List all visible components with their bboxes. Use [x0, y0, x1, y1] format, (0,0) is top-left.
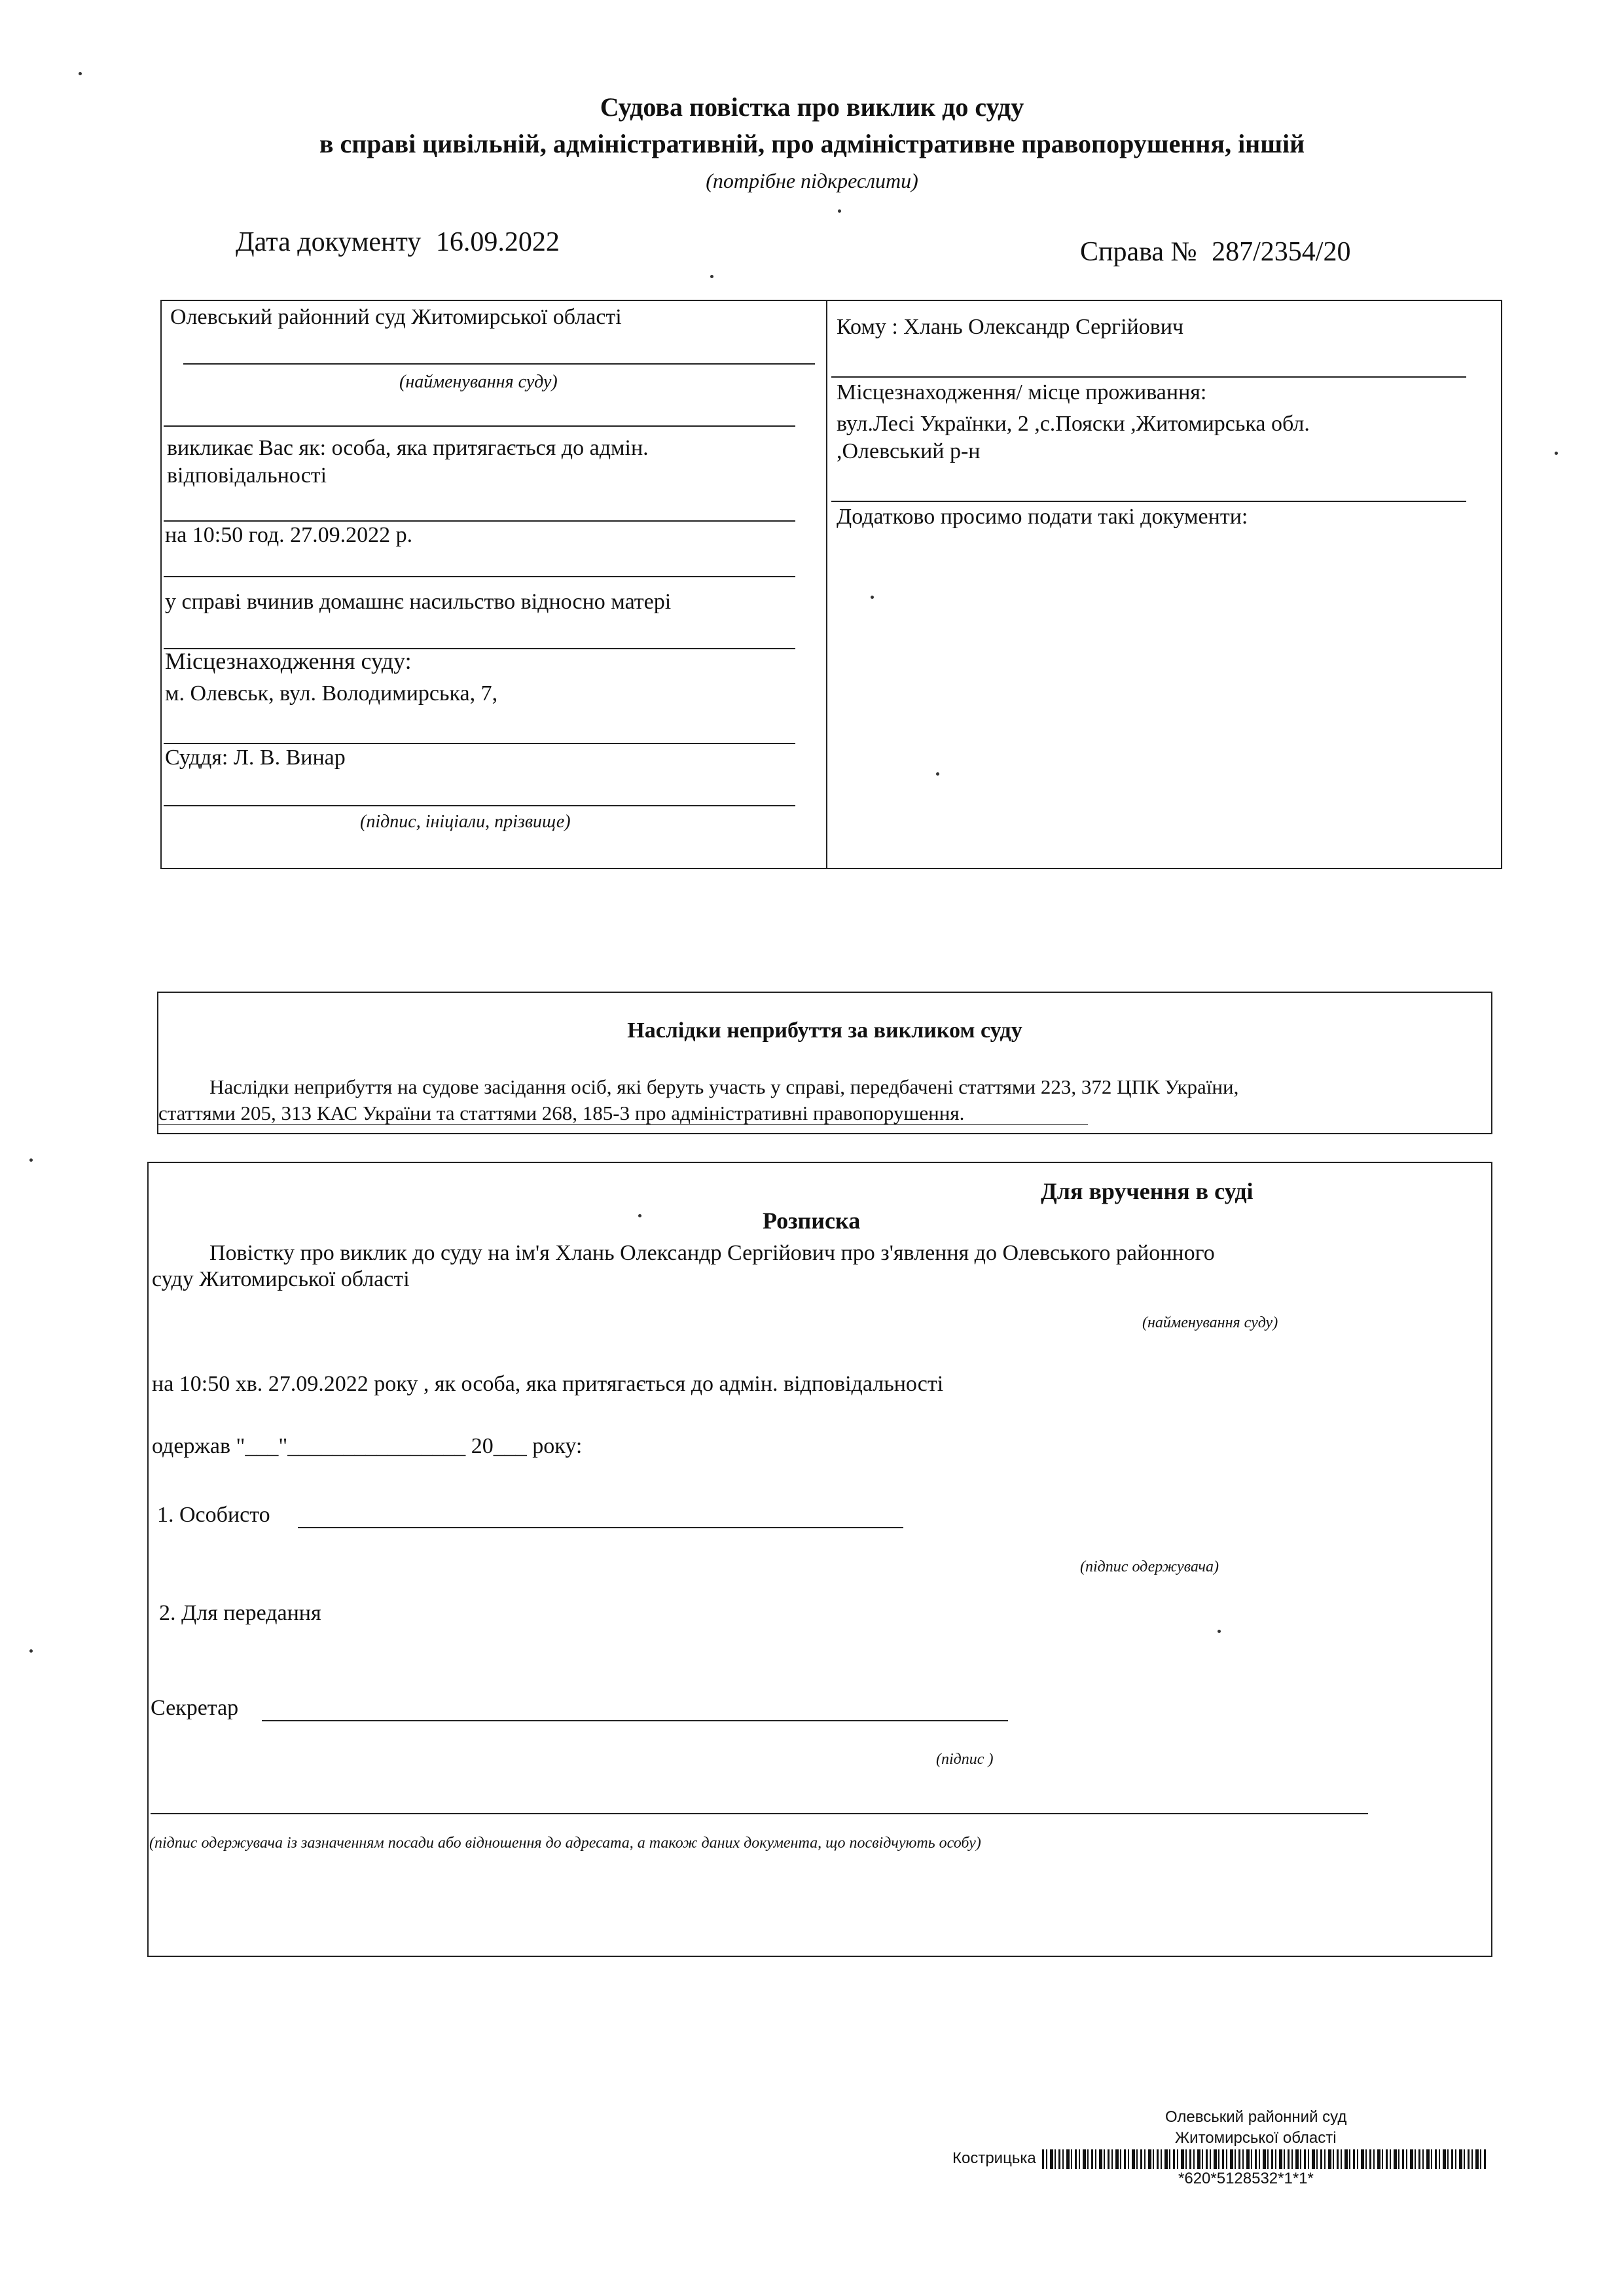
receipt-footer-line: [151, 1813, 1368, 1814]
receipt-hearing-time: на 10:50 хв. 27.09.2022 року , як особа, яка притягається до адмін. відповідальності: [152, 1372, 944, 1396]
personally-label: 1. Особисто: [157, 1503, 270, 1527]
receipt-court-caption: (найменування суду): [1142, 1314, 1278, 1331]
case-description: у справі вчинив домашнє насильство відносно матері: [165, 590, 672, 614]
residence-line-2: ,Олевський р-н: [837, 439, 981, 463]
summons-box: [160, 300, 1502, 869]
secretary-signature-line: [262, 1720, 1008, 1721]
barcode: [1042, 2149, 1487, 2169]
court-name-caption: (найменування суду): [399, 372, 558, 392]
receipt-text-line-2: суду Житомирської області: [152, 1267, 410, 1291]
consequences-text-line-2: статтями 205, 313 КАС України та статтями 268, 185-3 про адміністративні правопорушення.: [158, 1102, 965, 1124]
court-location-value: м. Олевськ, вул. Володимирська, 7,: [165, 681, 498, 706]
personally-signature-line: [298, 1527, 903, 1528]
stamp-court-line-2: Житомирської області: [1175, 2129, 1337, 2147]
title-note: (потрібне підкреслити): [706, 169, 918, 192]
secretary-label: Секретар: [151, 1696, 239, 1720]
consequences-text-line-1: Наслідки неприбуття на судове засідання осіб, які беруть участь у справі, передбачені статтями 223, 372 ЦПК України,: [209, 1075, 1239, 1098]
summons-separator-5: [164, 743, 795, 744]
residence-underline: [831, 501, 1466, 502]
received-date-line: одержав "___"________________ 20___ року:: [152, 1434, 583, 1458]
court-location-label: Місцезнаходження суду:: [165, 648, 412, 674]
secretary-signature-caption: (підпис ): [936, 1751, 994, 1768]
case-number: [1080, 236, 1350, 268]
recipient-name: Кому : Хлань Олександр Сергійович: [837, 315, 1184, 339]
barcode-text: *620*5128532*1*1*: [1178, 2170, 1314, 2187]
documents-request: Додатково просимо подати такі документи:: [837, 505, 1248, 529]
hearing-time: на 10:50 год. 27.09.2022 р.: [165, 523, 413, 547]
residence-label: Місцезнаходження/ місце проживання:: [837, 380, 1207, 404]
document-date-value: 16.09.2022: [435, 227, 560, 257]
judge-signature-line: [164, 805, 795, 806]
residence-line-1: вул.Лесі Українки, 2 ,с.Пояски ,Житомирська обл.: [837, 412, 1310, 436]
judge-signature-caption: (підпис, ініціали, прізвище): [360, 812, 571, 832]
title-line-1: Судова повістка про виклик до суду: [600, 92, 1024, 122]
stamp-court-line-1: Олевський районний суд: [1165, 2108, 1347, 2126]
scan-speck: [710, 275, 713, 278]
scan-speck: [871, 596, 874, 599]
scan-speck: [1218, 1630, 1221, 1633]
consequences-title: Наслідки неприбуття за викликом суду: [627, 1018, 1022, 1043]
receipt-text-line-1: Повістку про виклик до суду на ім'я Хлань Олександр Сергійович про з'явлення до Олевського районного: [209, 1241, 1215, 1265]
court-name: Олевський районний суд Житомирської області: [170, 305, 622, 329]
summons-separator-1: [164, 425, 795, 427]
document-date: [236, 226, 560, 259]
stamp-clerk: Кострицька: [952, 2149, 1036, 2167]
summons-as-line-2: відповідальності: [167, 463, 327, 488]
scan-speck: [838, 209, 841, 213]
scan-speck: [79, 72, 82, 75]
judge-name: Суддя: Л. В. Винар: [165, 745, 346, 770]
document-date-label: Дата документу: [236, 227, 422, 257]
case-number-label: Справа №: [1080, 237, 1197, 267]
summons-separator-2: [164, 520, 795, 522]
for-transfer-label: 2. Для передання: [159, 1601, 321, 1625]
recipient-signature-caption: (підпис одержувача): [1080, 1558, 1219, 1575]
receipt-footer-caption: (підпис одержувача із зазначенням посади або відношення до адресата, а також даних документа, що посвідчують особу): [149, 1835, 981, 1852]
summons-as-line-1: викликає Вас як: особа, яка притягається до адмін.: [167, 436, 649, 460]
case-number-value: 287/2354/20: [1212, 237, 1351, 267]
scan-speck: [1555, 452, 1558, 455]
recipient-underline: [831, 376, 1466, 378]
summons-separator-3: [164, 576, 795, 577]
scan-speck: [638, 1214, 641, 1217]
scan-speck: [936, 772, 939, 776]
court-name-underline: [183, 363, 815, 365]
summons-divider: [826, 300, 827, 869]
scan-speck: [29, 1158, 33, 1162]
consequences-text-underline: [158, 1124, 1088, 1125]
receipt-title: Розписка: [763, 1208, 861, 1234]
title-line-2: в справі цивільній, адміністративній, про адміністративне правопорушення, іншій: [319, 129, 1305, 158]
for-court-label: Для вручення в суді: [1041, 1178, 1254, 1204]
scan-speck: [29, 1649, 33, 1653]
